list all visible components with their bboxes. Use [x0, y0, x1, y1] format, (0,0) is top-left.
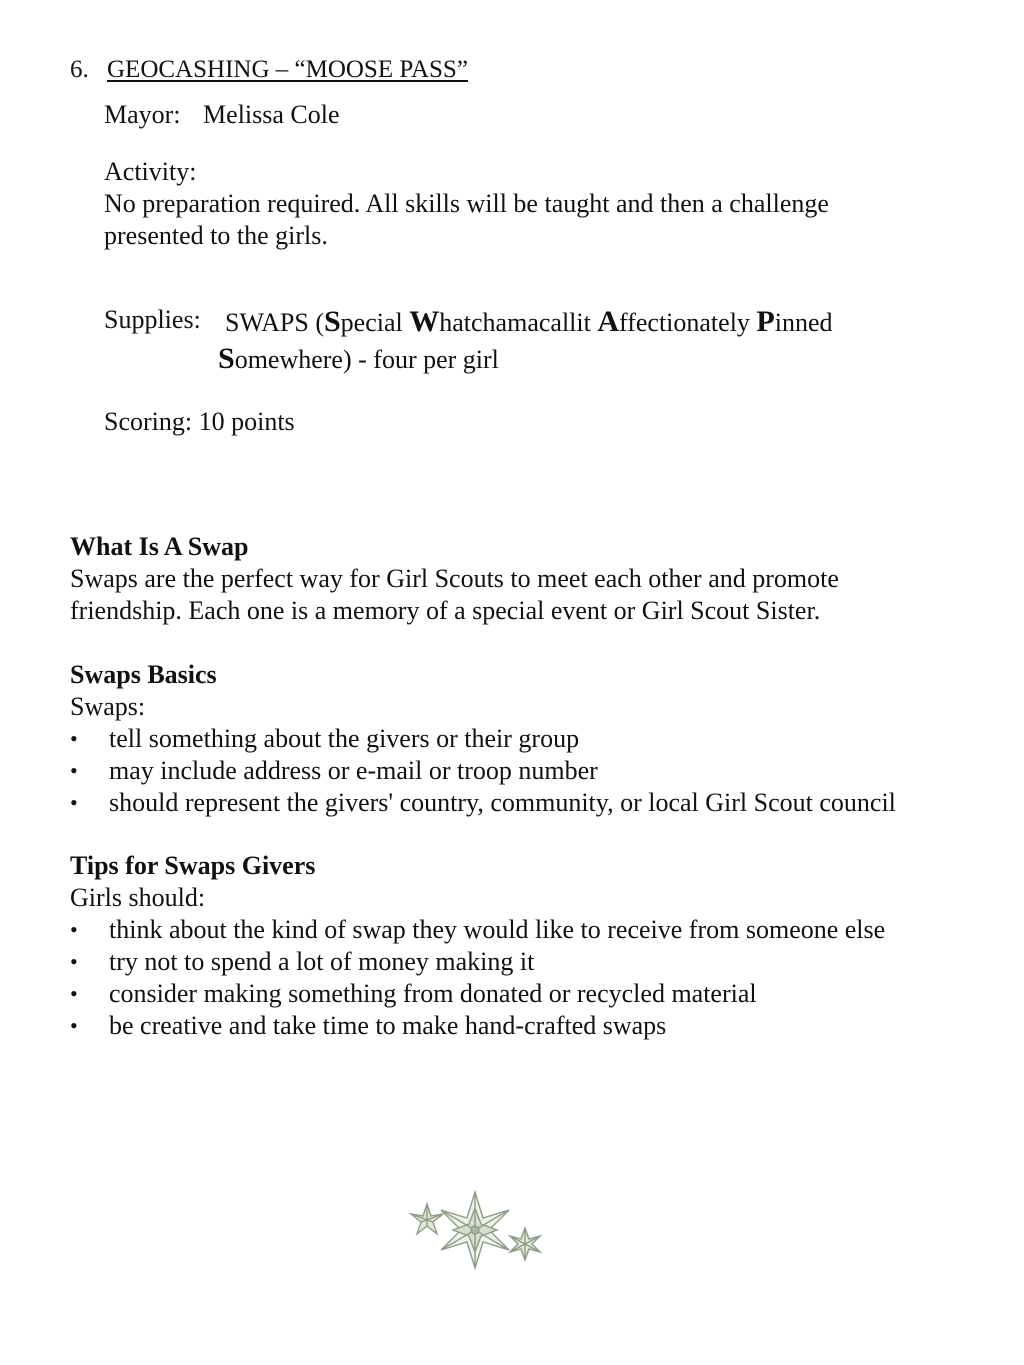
- basics-list: [70, 723, 970, 819]
- word-affectionately: ffectionately: [619, 308, 757, 337]
- list-item: [70, 755, 970, 787]
- supplies-line-2: [218, 343, 499, 376]
- bullet-icon: •: [70, 1013, 78, 1038]
- snowflake-cluster-icon: [405, 1188, 550, 1274]
- list-item-text: be creative and take time to make hand-crafted swaps: [109, 1011, 667, 1040]
- section-number: 6.: [70, 56, 89, 83]
- bullet-icon: •: [70, 981, 78, 1006]
- initial-s-2: S: [218, 342, 235, 375]
- what-is-line-2: friendship. Each one is a memory of a special event or Girl Scout Sister.: [70, 596, 821, 625]
- mayor-line: [104, 99, 340, 131]
- swaps-prefix: SWAPS (: [225, 308, 324, 337]
- list-item-text: consider making something from donated or recycled material: [109, 979, 757, 1008]
- word-special: pecial: [340, 308, 410, 337]
- activity-line-1: No preparation required. All skills will be taught and then a challenge: [104, 189, 829, 218]
- basics-intro: Swaps:: [70, 692, 146, 721]
- basics-heading: Swaps Basics: [70, 660, 217, 689]
- word-pinned: inned: [774, 308, 833, 337]
- list-item: [70, 723, 970, 755]
- bullet-icon: •: [70, 726, 78, 751]
- word-somewhere: omewhere) - four per girl: [234, 345, 499, 374]
- supplies-label: Supplies:: [104, 305, 201, 334]
- initial-w: W: [409, 305, 440, 338]
- list-item: [70, 914, 970, 946]
- list-item: [70, 787, 970, 819]
- list-item-text: may include address or e-mail or troop number: [109, 756, 598, 785]
- what-is-line-1: Swaps are the perfect way for Girl Scouts to meet each other and promote: [70, 564, 839, 593]
- initial-p: P: [756, 305, 775, 338]
- what-is-heading: What Is A Swap: [70, 532, 249, 561]
- bullet-icon: •: [70, 917, 78, 942]
- initial-a: A: [597, 305, 620, 338]
- list-item: [70, 978, 970, 1010]
- mayor-label: Mayor:: [104, 100, 181, 129]
- bullet-icon: •: [70, 758, 78, 783]
- word-whatchamacallit: hatchamacallit: [439, 308, 598, 337]
- mayor-name: Melissa Cole: [203, 100, 340, 129]
- supplies-line-1: [225, 306, 833, 339]
- activity-line-2: presented to the girls.: [104, 221, 328, 250]
- list-item-text: tell something about the givers or their group: [109, 724, 580, 753]
- list-item-text: try not to spend a lot of money making it: [109, 947, 535, 976]
- list-item: [70, 946, 970, 978]
- tips-list: [70, 914, 970, 1042]
- section-heading: [70, 54, 468, 86]
- scoring-text: Scoring: 10 points: [104, 407, 295, 436]
- section-title: GEOCASHING – “MOOSE PASS”: [107, 56, 468, 83]
- tips-heading: Tips for Swaps Givers: [70, 851, 316, 880]
- tips-intro: Girls should:: [70, 883, 206, 912]
- activity-label: Activity:: [104, 157, 197, 186]
- list-item-text: think about the kind of swap they would like to receive from someone else: [109, 915, 886, 944]
- bullet-icon: •: [70, 949, 78, 974]
- initial-s: S: [323, 305, 341, 338]
- bullet-icon: •: [70, 790, 78, 815]
- list-item: [70, 1010, 970, 1042]
- list-item-text: should represent the givers' country, community, or local Girl Scout council: [109, 788, 896, 817]
